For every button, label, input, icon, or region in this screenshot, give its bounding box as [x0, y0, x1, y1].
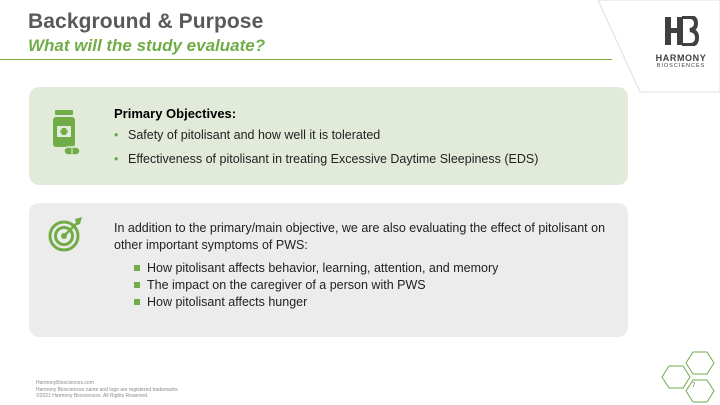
logo-name: HARMONY	[655, 53, 707, 63]
list-item: • Safety of pitolisant and how well it is tolerated	[114, 128, 538, 152]
company-logo	[650, 16, 712, 69]
primary-objectives-heading: Primary Objectives:	[114, 106, 237, 121]
footer-copyright: ©2021 Harmony Biosciences. All Rights Reserved.	[36, 393, 149, 399]
list-item: • Effectiveness of pitolisant in treating Excessive Daytime Sleepiness (EDS)	[114, 152, 538, 176]
hexagon-decoration-icon	[660, 350, 720, 405]
footer-legal	[36, 380, 179, 400]
footer-trademark: Harmony Biosciences name and logo are registered trademarks.	[36, 386, 179, 393]
secondary-objectives-list	[134, 261, 498, 312]
secondary-objectives-intro: In addition to the primary/main objective, we are also evaluating the effect of pitolisant on other important symptoms of PWS:	[114, 221, 606, 252]
page-subtitle: What will the study evaluate?	[28, 36, 266, 55]
list-item: How pitolisant affects behavior, learning, attention, and memory	[134, 261, 498, 278]
target-icon	[47, 216, 85, 254]
medicine-bottle-icon	[50, 110, 82, 156]
page-number: 7	[692, 383, 696, 389]
footer-website: HarmonyBiosciences.com	[36, 380, 94, 386]
list-item: How pitolisant affects hunger	[134, 295, 498, 312]
title-divider	[0, 59, 612, 60]
hb-monogram-icon	[663, 16, 699, 46]
logo-subtitle: BIOSCIENCES	[656, 63, 706, 69]
page-title: Background & Purpose	[28, 10, 264, 33]
list-item: The impact on the caregiver of a person with PWS	[134, 278, 498, 295]
primary-objectives-list	[114, 128, 538, 176]
